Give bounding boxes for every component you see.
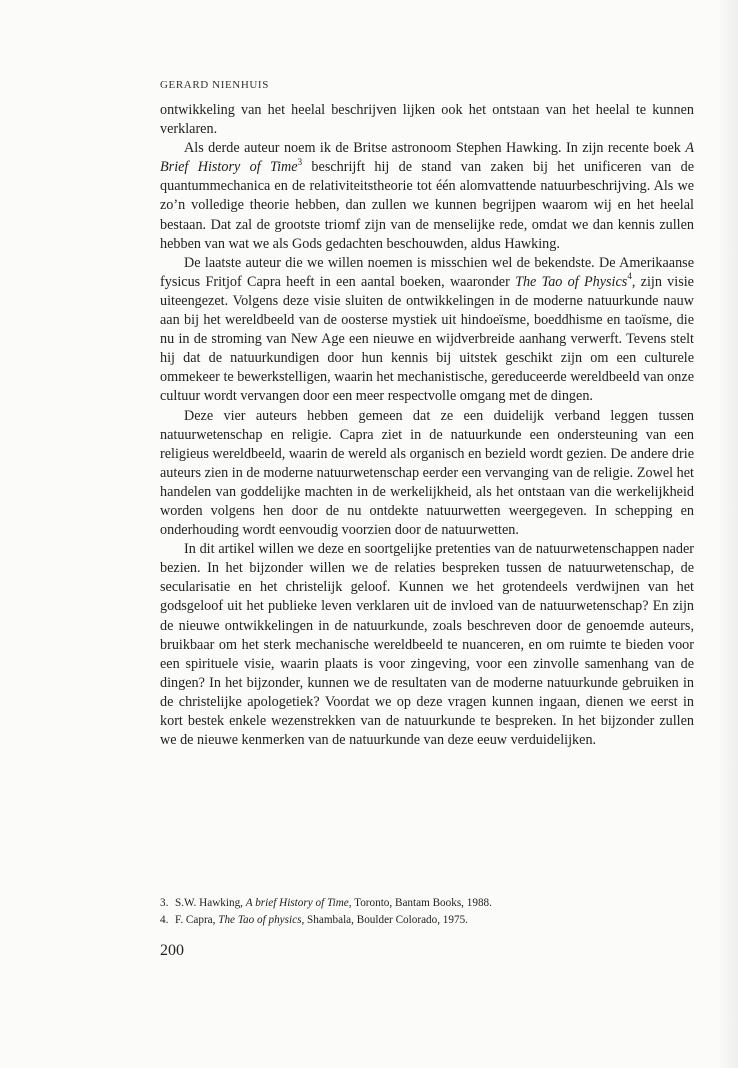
footnote-number: 4.: [160, 914, 169, 926]
footnote-title: A brief History of Time: [245, 897, 349, 909]
footnote-publication: , Toronto, Bantam Books, 1988.: [348, 897, 492, 909]
paragraph-2: [160, 139, 694, 254]
footnote-ref-3: 3: [297, 156, 303, 167]
paragraph-3-text-a: De laatste auteur die we willen noemen is misschien wel de bekendste. De Amerikaanse fysicus Fritjof Capra heeft in een aantal boeken, waaronder: [160, 254, 694, 290]
footnote-3: [160, 895, 694, 912]
footnote-author: S.W. Hawking,: [175, 897, 246, 909]
paragraph-1: ontwikkeling van het heelal beschrijven lijken ook het ontstaan van het heelal te kunnen verklaren.: [160, 102, 694, 138]
footnote-number: 3.: [160, 897, 169, 909]
footnote-author: F. Capra,: [175, 914, 219, 926]
footnote-title: The Tao of physics: [218, 914, 302, 926]
footnote-ref-4: 4: [627, 271, 632, 282]
running-head: GERARD NIENHUIS: [160, 79, 269, 91]
footnote-publication: , Shambala, Boulder Colorado, 1975.: [301, 914, 468, 926]
paragraph-3: [160, 254, 694, 407]
page-number: 200: [160, 942, 184, 959]
scan-edge-shadow: [718, 0, 738, 1068]
paragraph-5: In dit artikel willen we deze en soortgelijke pretenties van de natuurwetenschappen nader bezien. In het bijzonder willen we de relaties bespreken tussen de natuurwetenschap, de secularisatie en het christelijk geloof. Kunnen we het grotendeels verdwijnen van het godsgeloof uit het publieke leven verklaren uit de invloed van de natuurwetenschap? En zijn de nieuwe ontwikkelingen in de natuurkunde, zoals beschreven door de genoemde auteurs, bruikbaar om het sterk mechanische wereldbeeld te nuanceren, en om ruimte te bieden voor een spirituele visie, waarin plaats is voor zingeving, voor een zinvolle samenhang van de dingen? In het bijzonder, kunnen we de resultaten van de moderne natuurkunde gebruiken in de christelijke apologetiek? Voordat we op deze vragen kunnen ingaan, dienen we eerst in kort bestek enkele wezenstrekken van de natuurkunde te bespreken. In het bijzonder zullen we de nieuwe kenmerken van de natuurkunde van deze eeuw verduidelijken.: [160, 541, 694, 749]
footnote-4: [160, 912, 694, 929]
body-text: [160, 101, 694, 750]
paragraph-2-text-b: beschrijft hij de stand van zaken bij het unificeren van de quantummechanica en de relativiteitstheorie tot één alomvattende natuurbeschrijving. Als we zo’n volledige theorie hebben, dan zullen we kunnen begrijpen waarom wij en het heelal bestaan. Dat zal de grootste triomf zijn van de menselijke rede, omdat we dan kennis zullen hebben van wat we als Gods gedachten beschouwden, aldus Hawking.: [160, 159, 694, 252]
paragraph-3-text-b: , zijn visie uiteengezet. Volgens deze visie sluiten de ontwikkelingen in de moderne natuurkunde nauw aan bij het wereldbeeld van de oosterse mystiek uit hindoeïsme, boeddhisme en taoïsme, die nu in de stroming van New Age een nieuwe en wijdverbreide aanhang verwerft. Tevens stelt hij dat de natuurkundigen door hun kennis bij uitstek geschikt zijn om een culturele ommekeer te bewerkstelligen, waarin het mechanistische, gereduceerde wereldbeeld van onze cultuur wordt vervangen door een meer respectvolle omgang met de dingen.: [160, 273, 694, 405]
paragraph-2-text-a: Als derde auteur noem ik de Britse astronoom Stephen Hawking. In zijn recente boek: [184, 140, 686, 157]
footnotes: [160, 895, 694, 929]
book-title-tao-of-physics: The Tao of Physics: [515, 273, 628, 290]
paragraph-4: Deze vier auteurs hebben gemeen dat ze een duidelijk verband leggen tussen natuurwetenschap en religie. Capra ziet in de natuurkunde een ondersteuning van een religieus wereldbeeld, waarin de wereld als organisch en bezield wordt gezien. De andere drie auteurs zien in de moderne natuurwetenschap eerder een vervanging van de religie. Zowel het handelen van goddelijke machten in de werkelijkheid, als het ontstaan van die werkelijkheid worden volgens hen door de nu ontdekte natuurwetten weergegeven. In schepping en onderhouding wordt eenvoudig voorzien door de natuurwetten.: [160, 407, 694, 539]
book-title-brief-history: A Brief History of Time: [160, 140, 694, 176]
